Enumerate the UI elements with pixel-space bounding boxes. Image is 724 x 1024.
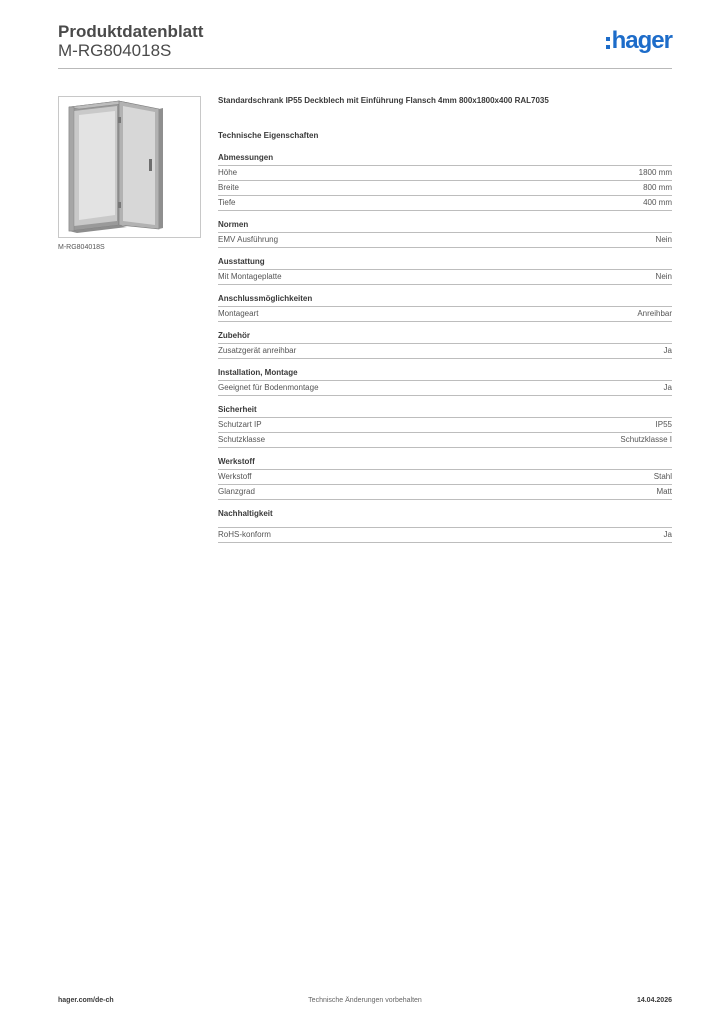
property-value: 400 mm [643,198,672,207]
property-value: 800 mm [643,183,672,192]
property-value: Nein [655,272,672,281]
group-title: Nachhaltigkeit [218,509,672,528]
group-title: Werkstoff [218,457,672,470]
page-footer [58,997,672,1009]
group-standards [218,220,672,248]
property-value: Ja [663,383,672,392]
group-connection [218,294,672,322]
property-row [218,270,672,285]
product-number: M-RG804018S [58,41,172,60]
product-image [58,96,201,238]
property-row [218,381,672,396]
cabinet-photo-icon [59,97,200,237]
property-label: Höhe [218,168,238,177]
property-row [218,470,672,485]
property-row [218,196,672,211]
hager-logo [606,27,672,55]
property-label: Werkstoff [218,472,252,481]
group-dimensions [218,153,672,211]
group-installation [218,368,672,396]
group-title: Normen [218,220,672,233]
property-label: Geeignet für Bodenmontage [218,383,319,392]
property-row [218,181,672,196]
group-title: Ausstattung [218,257,672,270]
property-value: Anreihbar [637,309,672,318]
property-row [218,433,672,448]
image-caption: M-RG804018S [58,244,105,251]
footer-notice: Technische Änderungen vorbehalten [308,997,422,1004]
property-row [218,166,672,181]
group-title: Sicherheit [218,405,672,418]
property-value: Schutzklasse I [620,435,672,444]
property-label: Glanzgrad [218,487,255,496]
footer-date: 14.04.2026 [636,997,672,1004]
property-value: Ja [663,530,672,539]
logo-text: hager [611,27,672,54]
group-title: Zubehör [218,331,672,344]
property-label: EMV Ausführung [218,235,279,244]
property-row [218,418,672,433]
group-title: Abmessungen [218,153,672,166]
property-value: Matt [656,487,672,496]
product-description: Standardschrank IP55 Deckblech mit Einführung Flansch 4mm 800x1800x400 RAL7035 [218,96,549,105]
property-label: Mit Montageplatte [218,272,282,281]
property-label: Zusatzgerät anreihbar [218,346,297,355]
page-header [58,20,672,69]
logo-colon-icon [606,37,610,49]
property-label: RoHS-konform [218,530,271,539]
property-value: Stahl [653,472,672,481]
document-title: Produktdatenblatt [58,22,204,41]
group-sustainability [218,509,672,543]
property-row [218,233,672,248]
property-label: Schutzklasse [218,435,266,444]
property-row [218,307,672,322]
group-accessories [218,331,672,359]
group-material [218,457,672,500]
footer-website-link[interactable]: hager.com/de-ch [58,997,114,1004]
property-row [218,485,672,500]
group-title: Anschlussmöglichkeiten [218,294,672,307]
property-row [218,344,672,359]
product-details [218,96,672,543]
group-safety [218,405,672,448]
group-title: Installation, Montage [218,368,672,381]
property-value: IP55 [655,420,672,429]
property-value: 1800 mm [638,168,672,177]
group-equipment [218,257,672,285]
tech-properties-heading: Technische Eigenschaften [218,131,319,140]
property-value: Ja [663,346,672,355]
property-value: Nein [655,235,672,244]
property-label: Tiefe [218,198,236,207]
property-label: Montageart [218,309,259,318]
property-label: Breite [218,183,239,192]
property-row [218,528,672,543]
property-label: Schutzart IP [218,420,262,429]
